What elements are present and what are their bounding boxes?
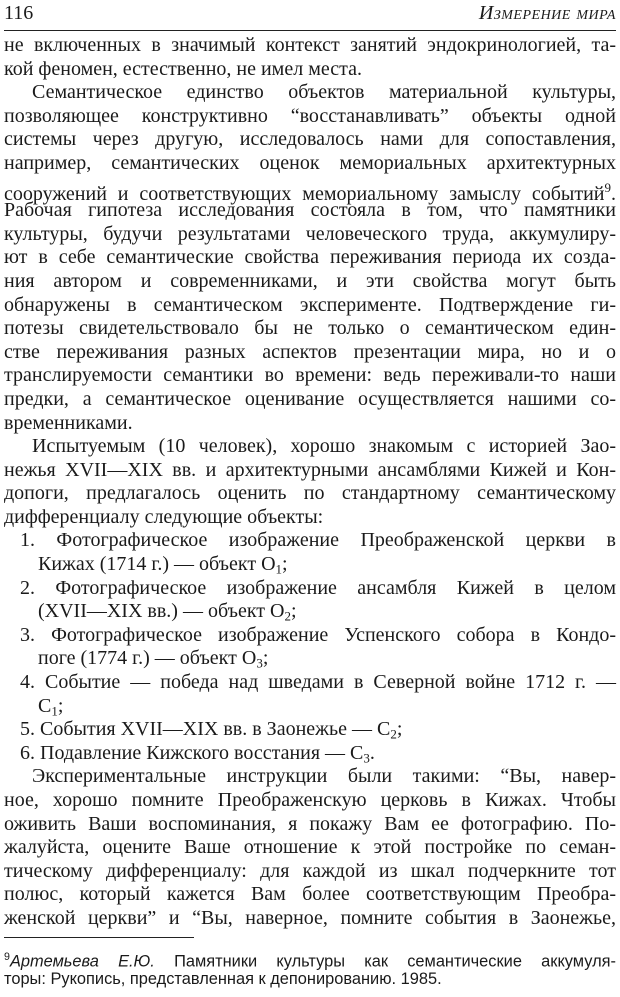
punctuation: ;	[262, 647, 269, 670]
footnote-reference: 9	[604, 179, 611, 195]
text-line-content: 3. Фотографическое изображение Успенского собора в Кондо-	[20, 623, 616, 646]
subscript: 3	[363, 750, 370, 766]
text-line	[4, 176, 616, 205]
text-line	[4, 529, 616, 553]
footnote	[4, 946, 616, 990]
text-line-content: C	[38, 694, 52, 717]
text-line-content: (XVII—XIX вв.) — объект O	[38, 600, 285, 623]
text-line	[4, 577, 616, 601]
text-line	[4, 128, 616, 152]
text-line-content: стве переживания разных аспектов презентации мира, но и о	[4, 340, 616, 363]
text-line	[4, 364, 616, 388]
text-line	[4, 412, 616, 436]
text-line	[4, 34, 616, 58]
text-line	[4, 695, 616, 719]
footnote-author: Артемьева Е.Ю.	[9, 952, 155, 971]
text-line-content: дифференциалу следующие объекты:	[4, 505, 324, 528]
text-line-content: Семантическое единство объектов материальной культуры,	[32, 81, 616, 104]
text-line-content: потезы свидетельствовало бы не только о семантическом един-	[4, 317, 616, 340]
punctuation: .	[611, 182, 616, 205]
text-line-content: не включенных в значимый контекст занятий эндокринологией, та-	[4, 34, 616, 56]
text-line-content: допоги, предлагалось оценить по стандартному семантическому	[4, 482, 616, 505]
footnote-marker: 9	[4, 951, 10, 963]
subscript: 3	[256, 655, 263, 671]
text-line	[4, 742, 616, 766]
running-header	[4, 2, 616, 30]
subscript: 1	[51, 702, 58, 718]
body-text	[4, 34, 616, 931]
text-line	[4, 482, 616, 506]
text-line	[4, 718, 616, 742]
text-line	[4, 553, 616, 577]
header-rule	[4, 30, 616, 31]
text-line	[4, 246, 616, 270]
text-line	[4, 270, 616, 294]
text-line-content: Рабочая гипотеза исследования состояла в том, что памятники	[4, 199, 616, 222]
text-line	[4, 907, 616, 931]
text-line-content: оживить Ваши воспоминания, я покажу Вам ее фотографию. По-	[4, 812, 616, 835]
text-line	[4, 836, 616, 860]
text-line	[4, 459, 616, 483]
text-line	[4, 152, 616, 176]
text-line-content: поге (1774 г.) — объект O	[38, 647, 257, 670]
footnote-text: Памятники культуры как семантические аккумуля-	[154, 952, 616, 971]
text-line-content: жалуйста, оцените Ваше отношение к этой постройке по семан-	[4, 836, 616, 859]
text-line-content: временниками.	[4, 411, 133, 434]
text-line-content: 2. Фотографическое изображение ансамбля Кижей в целом	[20, 576, 616, 599]
text-line-content: Экспериментальные инструкции были такими: “Вы, навер-	[32, 765, 616, 788]
text-line	[4, 647, 616, 671]
text-line	[4, 624, 616, 648]
text-line	[4, 317, 616, 341]
text-line-content: 1. Фотографическое изображение Преображенской церкви в	[20, 529, 616, 552]
text-line	[4, 600, 616, 624]
subscript: 2	[390, 726, 397, 742]
text-line-content: культуры, будучи результатами человеческого труда, аккумулиру-	[4, 222, 616, 245]
text-line-content: сооружений и соответствующих мемориальному замыслу событий	[4, 182, 605, 205]
text-line	[4, 860, 616, 884]
punctuation: ;	[57, 694, 64, 717]
text-line	[4, 199, 616, 223]
text-line	[4, 341, 616, 365]
punctuation: .	[369, 741, 375, 764]
running-title: Измерение мира	[478, 2, 616, 24]
text-line-content: нежья XVII—XIX вв. и архитектурными ансамблями Кижей и Кон-	[4, 458, 616, 481]
footnote-line-2: торы: Рукопись, представленная к депонированию. 1985.	[4, 970, 442, 988]
text-line	[4, 813, 616, 837]
text-line-content: 5. События XVII—XIX вв. в Заонежье — C	[20, 718, 391, 741]
punctuation: ;	[282, 553, 288, 576]
text-line-content: кой феномен, естественно, не имел места.	[4, 57, 362, 80]
text-line-content: полюс, который кажется Вам более соответствующим Преобра-	[4, 883, 616, 906]
text-line	[4, 294, 616, 318]
text-line	[4, 671, 616, 695]
text-line	[4, 883, 616, 907]
subscript: 2	[284, 608, 291, 624]
footnote-line-1	[4, 946, 616, 971]
text-line	[4, 789, 616, 813]
text-line-content: транслируемости семантики во времени: ведь переживали-то наши	[4, 364, 616, 387]
text-line-content: системы через другую, исследовалось нами для сопоставления,	[4, 128, 616, 151]
text-line-content: ное, хорошо помните Преображенскую церковь в Кижах. Чтобы	[4, 789, 616, 811]
text-line-content: например, семантических оценок мемориальных архитектурных	[4, 151, 616, 174]
text-line	[4, 58, 616, 82]
text-line-content: Испытуемым (10 человек), хорошо знакомым с историей Зао-	[32, 435, 616, 458]
text-line	[4, 223, 616, 247]
text-line	[4, 435, 616, 459]
text-line	[4, 81, 616, 105]
text-line-content: обнаружены в семантическом эксперименте. Подтверждение ги-	[4, 293, 616, 316]
text-line-content: женской церкви” и “Вы, наверное, помните события в Заонежье,	[4, 906, 616, 929]
page-number: 116	[4, 2, 34, 24]
text-line-content: предки, а семантическое оценивание осуществляется нашими со-	[4, 387, 616, 410]
text-line	[4, 105, 616, 129]
text-line-content: ния автором и современниками, и эти свойства могут быть	[4, 269, 616, 292]
text-line-content: 6. Подавление Кижского восстания — C	[20, 741, 364, 764]
text-line-content: Кижах (1714 г.) — объект O	[38, 553, 276, 576]
text-line-content: тическому дифференциалу: для каждой из шкал подчеркните тот	[4, 859, 616, 882]
text-line	[4, 765, 616, 789]
punctuation: ;	[291, 600, 297, 623]
text-line	[4, 506, 616, 530]
text-line	[4, 388, 616, 412]
text-line-content: 4. Событие — победа над шведами в Северной войне 1712 г. —	[20, 671, 616, 694]
text-line-content: ют в себе семантические свойства переживания периода их созда-	[4, 246, 616, 269]
punctuation: ;	[396, 718, 403, 741]
footnote-rule	[4, 937, 194, 938]
text-line-content: позволяющее конструктивно “восстанавливать” объекты одной	[4, 104, 616, 127]
subscript: 1	[275, 561, 283, 577]
